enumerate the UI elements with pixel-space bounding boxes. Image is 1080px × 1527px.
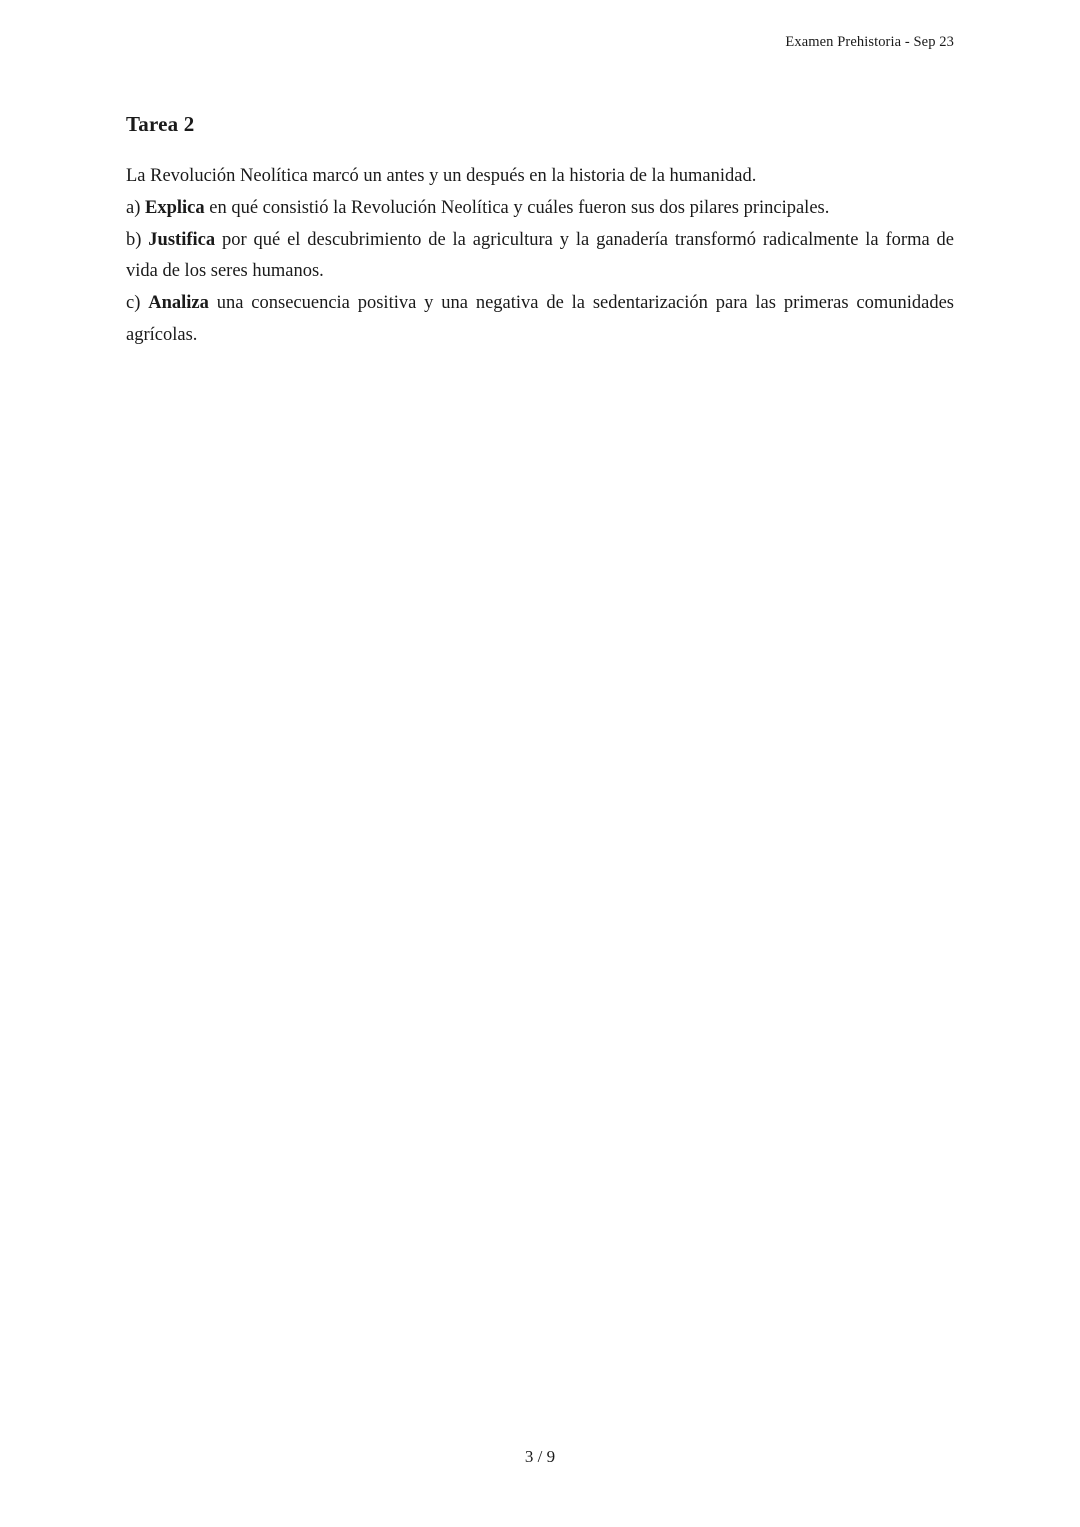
item-verb-b: Justifica [148,229,216,250]
item-verb-a: Explica [145,197,205,218]
running-header: Examen Prehistoria - Sep 23 [785,34,954,50]
item-marker-b: b) [126,229,142,250]
intro-paragraph: La Revolución Neolítica marcó un antes y un después en la historia de la humanidad. [126,166,757,186]
page-footer: 3 / 9 [524,1447,556,1466]
item-text-c: una consecuencia positiva y una negativa de la sedentarización para las primeras comunidades agrícolas. [126,293,955,346]
question-item-b [126,225,954,289]
question-item-c [126,288,954,352]
item-marker-a: a) [126,197,141,218]
page-title: Tarea 2 [126,112,195,136]
question-item-a [126,193,954,225]
item-marker-c: c) [126,293,141,314]
page-content [126,112,954,352]
item-text-b: por qué el descubrimiento de la agricultura y la ganadería transformó radicalmente la forma de vida de los seres humanos. [126,229,954,282]
item-text-a: en qué consistió la Revolución Neolítica y cuáles fueron sus dos pilares principales. [204,197,830,218]
item-verb-c: Analiza [148,293,209,314]
